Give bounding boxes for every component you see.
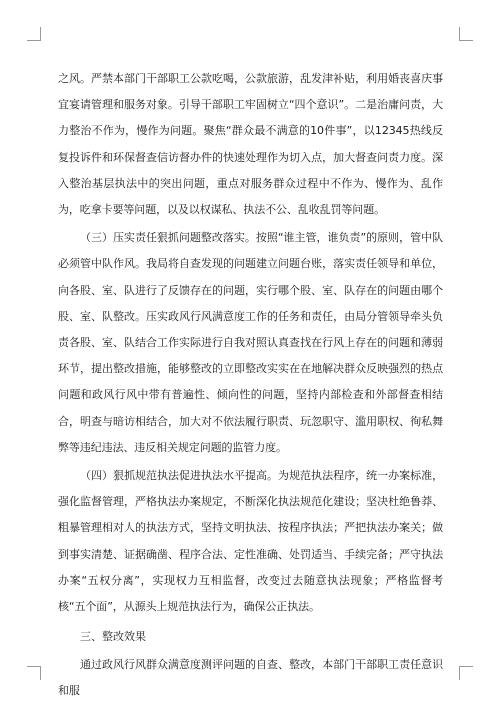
crop-mark-top-left [27,27,41,41]
closing-paragraph: 通过政风行风群众满意度测评问题的自查、整改，本部门干部职工责任意识和服 [58,658,443,698]
crop-mark-top-right [459,27,473,41]
crop-mark-bottom-right [459,666,473,680]
section-heading: 三、整改效果 [80,630,146,644]
document-body [58,66,443,705]
paragraph-1: 之风。严禁本部门干部职工公款吃喝，公款旅游，乱发津补贴，利用婚丧喜庆事宜宴请管理和服务对象。引导干部职工牢固树立“四个意识”。二是治庸问责，大力整治不作为，慢作为问题。聚焦“群众最不满意的10件事”，以12345热线反复投诉件和环保督查信访督办件的快速处理作为切入点，加大督查问责力度。深入整治基层执法中的突出问题，重点对服务群众过程中不作为、慢作为、乱作为，吃拿卡要等问题，以及以权谋私、执法不公、乱收乱罚等问题。 [58,72,443,217]
paragraph-3: （四）狠抓规范执法促进执法水平提高。为规范执法程序，统一办案标准，强化监督管理，严格执法办案规定，不断深化执法规范化建设；坚决杜绝鲁莽、粗暴管理相对人的执法方式，坚持文明执法、按程序执法；严把执法办案关；做到事实清楚、证据确凿、程序合法、定性准确、处罚适当、手续完备；严守执法办案“五权分离”，实现权力互相监督，改变过去随意执法现象；严格监督考核“五个面”，从源头上规范执法行为，确保公正执法。 [58,469,443,614]
paragraph-2: （三）压实责任狠抓问题整改落实。按照“谁主管，谁负责”的原则，管中队必须管中队作风。我局将自查发现的问题建立问题台账，落实责任领导和单位，向各股、室、队进行了反馈存在的问题，实行哪个股、室、队存在的问题由哪个股、室、队整改。压实政风行风满意度工作的任务和责任，由局分管领导牵头负责各股、室、队结合工作实际进行自我对照认真查找在行风上存在的问题和薄弱环节，提出整改措施，能够整改的立即整改实实在在地解决群众反映强烈的热点问题和政风行风中带有普遍性、倾向性的问题，坚持内部检查和外部督查相结合，明查与暗访相结合，加大对不依法履行职责、玩忽职守、滥用职权、徇私舞弊等违纪违法、违反相关规定问题的监管力度。 [58,231,443,454]
crop-mark-bottom-left [27,666,41,680]
